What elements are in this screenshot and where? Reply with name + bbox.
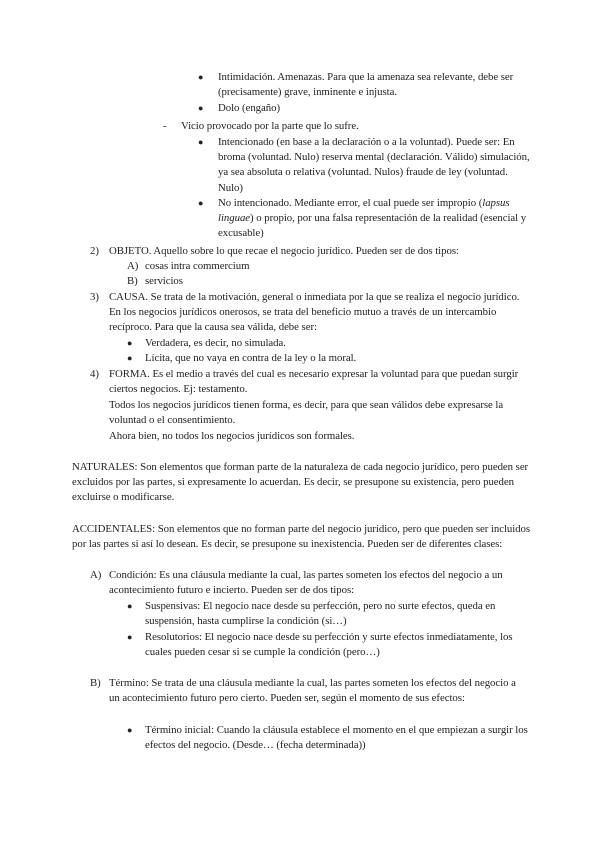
latin-term: lapsus linguae: [218, 197, 510, 225]
paragraph-accidentales: ACCIDENTALES: Son elementos que no forman parte del negocio jurídico, pero que pueden ser incluidos por las partes si así lo desean. Es decir, se presupone su inexistencia. Pueden ser de diferentes clases:: [72, 523, 531, 551]
bullet-icon: ●: [127, 338, 133, 348]
section-forma: FORMA. Es el medio a través del cual es necesario expresar la voluntad para que puedan surgir ciertos negocios. Ej: testamento.: [109, 368, 519, 396]
dash-marker: -: [163, 120, 167, 132]
list-number: 2): [90, 245, 99, 257]
list-letter: B): [90, 677, 101, 689]
list-item-intimidacion: Intimidación. Amenazas. Para que la amenaza sea relevante, debe ser (precisamente) grave, inminente e injusta.: [218, 71, 514, 99]
bullet-icon: ●: [198, 103, 204, 113]
list-item-termino-inicial: Término inicial: Cuando la cláusula establece el momento en el que empiezan a surgir los efectos del negocio. (Desde… (fecha determinada)): [145, 724, 528, 752]
list-item-no-intencionado: No intencionado. Mediante error, el cual puede ser impropio (lapsus linguae) o propio, por una falsa representación de la realidad (esencial y excusable): [218, 197, 527, 240]
list-item-intencionado: Intencionado (en base a la declaración o a la voluntad). Puede ser: En broma (voluntad. Nulo) reserva mental (declaración. Válido) simulación, ya sea absoluta o relativa (voluntad. Nulos) fraude de ley (voluntad. Nulo): [218, 136, 530, 194]
list-item-suspensivas: Suspensivas: El negocio nace desde su perfección, pero no surte efectos, queda en suspensión, hasta cumplirse la condición (si…): [145, 600, 496, 628]
list-number: 3): [90, 291, 99, 303]
paragraph-naturales: NATURALES: Son elementos que forman parte de la naturaleza de cada negocio jurídico, pero pueden ser excluidos por las partes, si expresamente lo acuerdan. Es decir, se presupone su existencia, pero pueden excluirse o modificarse.: [72, 461, 529, 504]
bullet-icon: ●: [127, 353, 133, 363]
list-item-objeto: cosas intra commercium: [145, 260, 250, 272]
list-item-resolutorios: Resolutorios: El negocio nace desde su perfección y surte efectos inmediatamente, los cuales pueden cesar si se cumple la condición (pero…): [145, 631, 513, 659]
bullet-icon: ●: [198, 198, 204, 208]
bullet-icon: ●: [127, 601, 133, 611]
list-item-causa: Verdadera, es decir, no simulada.: [145, 337, 286, 349]
list-item-vicio: Vicio provocado por la parte que lo sufre.: [181, 120, 359, 132]
list-item-condicion: Condición: Es una cláusula mediante la cual, las partes someten los efectos del negocio a un acontecimiento futuro e incierto. Pueden ser de dos tipos:: [109, 569, 503, 597]
section-forma-text: Ahora bien, no todos los negocios jurídicos son formales.: [109, 430, 355, 442]
bullet-icon: ●: [127, 725, 133, 735]
section-forma-text: Todos los negocios jurídicos tienen forma, es decir, para que sean válidos debe expresarse la voluntad o el consentimiento.: [109, 399, 504, 427]
bullet-icon: ●: [198, 72, 204, 82]
list-letter: A): [90, 569, 102, 581]
list-item-objeto: servicios: [145, 275, 183, 287]
section-objeto: OBJETO. Aquello sobre lo que recae el negocio jurídico. Pueden ser de dos tipos:: [109, 245, 459, 257]
list-letter: A): [127, 260, 139, 272]
list-item-termino: Término: Se trata de una cláusula mediante la cual, las partes someten los efectos del negocio a un acontecimiento futuro pero cierto. Pueden ser, según el momento de sus efectos:: [109, 677, 516, 705]
list-item-causa: Lícita, que no vaya en contra de la ley o la moral.: [145, 352, 357, 364]
list-number: 4): [90, 368, 99, 380]
bullet-icon: ●: [127, 632, 133, 642]
bullet-icon: ●: [198, 137, 204, 147]
section-causa: CAUSA. Se trata de la motivación, general o inmediata por la que se realiza el negocio jurídico. En los negocios jurídicos onerosos, se trata del beneficio mutuo a través de un intercambio recíproco. Para que la causa sea válida, debe ser:: [109, 291, 520, 334]
list-letter: B): [127, 275, 138, 287]
list-item-dolo: Dolo (engaño): [218, 102, 281, 114]
